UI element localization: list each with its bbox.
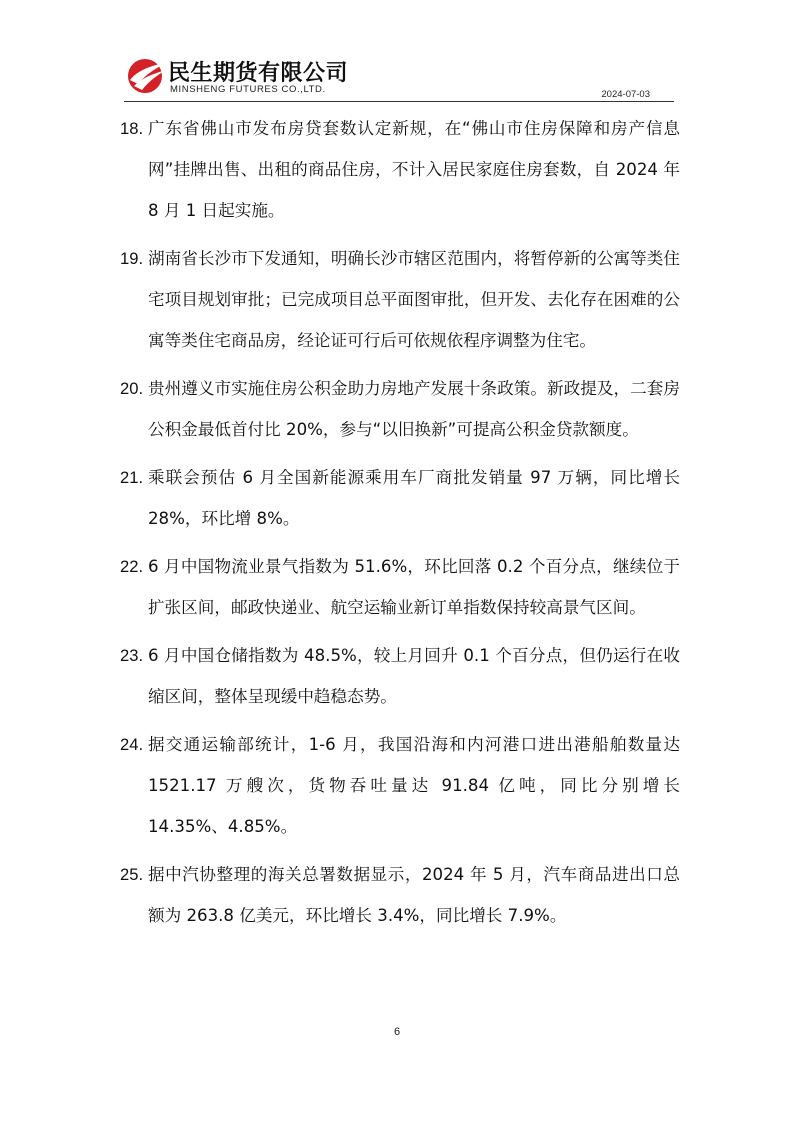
item-number: 24. [120, 735, 144, 754]
item-number: 20. [120, 379, 144, 398]
item-number: 23. [120, 646, 144, 665]
list-item [120, 635, 680, 717]
item-text: 6 月中国物流业景气指数为 51.6%，环比回落 0.2 个百分点，继续位于扩张区间，邮政快递业、航空运输业新订单指数保持较高景气区间。 [148, 557, 680, 617]
item-text: 乘联会预估 6 月全国新能源乘用车厂商批发销量 97 万辆，同比增长 28%，环比增 8%。 [148, 468, 680, 528]
header-date: 2024-07-03 [601, 89, 650, 100]
page-header [124, 52, 674, 102]
item-text: 据交通运输部统计，1-6 月，我国沿海和内河港口进出港船舶数量达 1521.17 万艘次，货物吞吐量达 91.84 亿吨，同比分别增长 14.35%、4.85%。 [148, 735, 680, 836]
list-item [120, 368, 680, 450]
news-list [120, 108, 680, 943]
item-text: 6 月中国仓储指数为 48.5%，较上月回升 0.1 个百分点，但仍运行在收缩区间，整体呈现缓中趋稳态势。 [148, 646, 680, 706]
list-item [120, 457, 680, 539]
item-text: 贵州遵义市实施住房公积金助力房地产发展十条政策。新政提及，二套房公积金最低首付比 20%，参与“以旧换新”可提高公积金贷款额度。 [148, 379, 680, 439]
list-item [120, 108, 680, 231]
item-number: 22. [120, 557, 144, 576]
page-number: 6 [393, 1026, 401, 1038]
list-item [120, 854, 680, 936]
item-number: 19. [120, 249, 144, 268]
item-text: 广东省佛山市发布房贷套数认定新规，在“佛山市住房保障和房产信息网”挂牌出售、出租的商品住房，不计入居民家庭住房套数，自 2024 年 8 月 1 日起实施。 [148, 119, 680, 220]
list-item [120, 724, 680, 847]
list-item [120, 546, 680, 628]
header-divider [124, 101, 674, 102]
list-item [120, 238, 680, 361]
item-text: 湖南省长沙市下发通知，明确长沙市辖区范围内，将暂停新的公寓等类住宅项目规划审批；已完成项目总平面图审批，但开发、去化存在困难的公寓等类住宅商品房，经论证可行后可依规依程序调整为住宅。 [148, 249, 680, 350]
item-number: 25. [120, 865, 144, 884]
item-number: 18. [120, 119, 144, 138]
item-text: 据中汽协整理的海关总署数据显示，2024 年 5 月，汽车商品进出口总额为 263.8 亿美元，环比增长 3.4%，同比增长 7.9%。 [148, 865, 680, 925]
company-name-cn: 民生期货有限公司 [168, 61, 349, 86]
item-number: 21. [120, 468, 144, 487]
company-name-en: MINSHENG FUTURES CO.,LTD. [170, 84, 326, 95]
minsheng-logo-icon [124, 54, 170, 96]
